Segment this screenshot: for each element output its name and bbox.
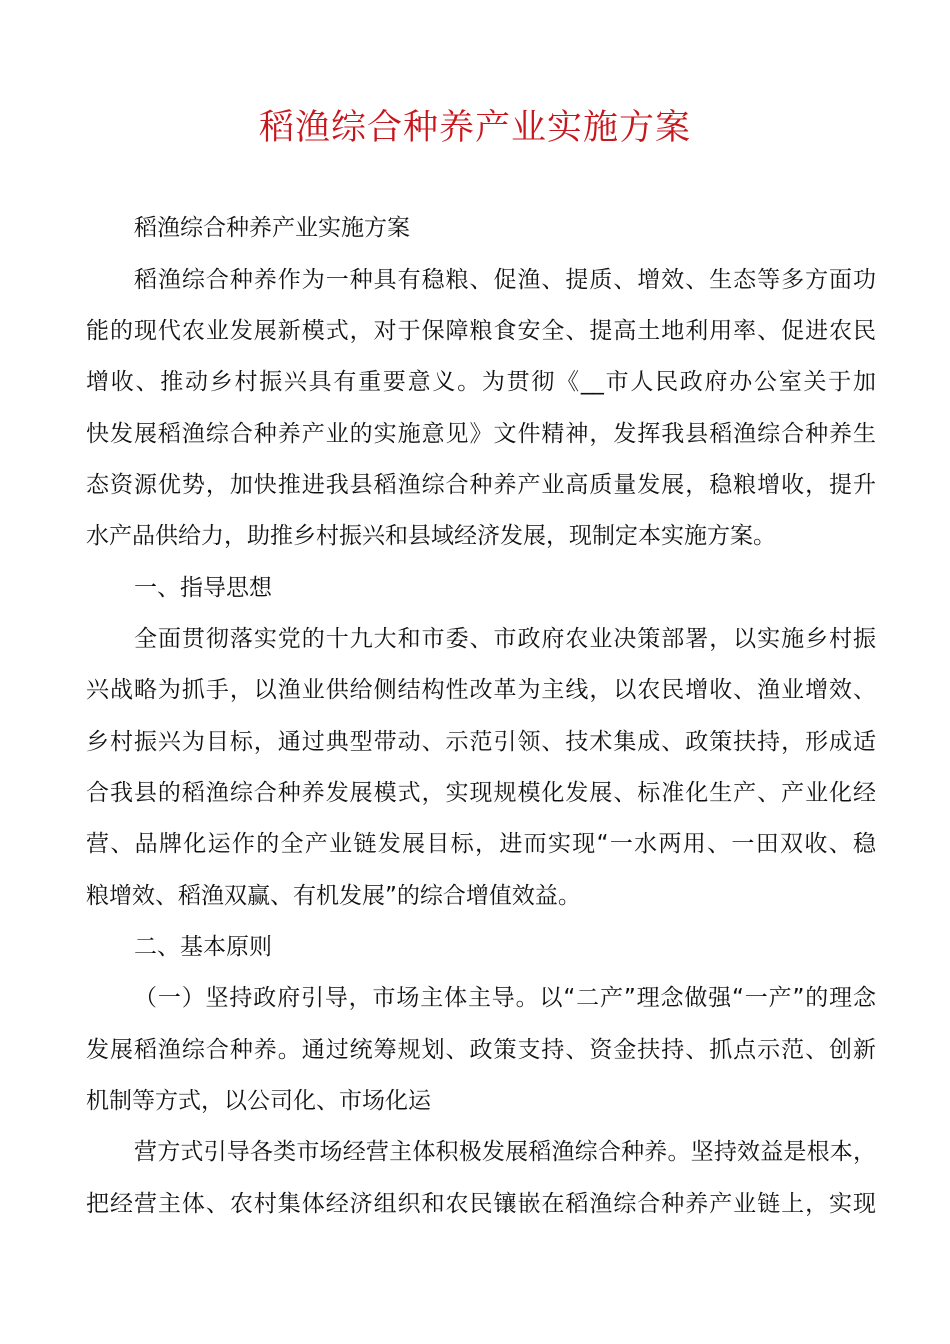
document-title: 稻渔综合种养产业实施方案 bbox=[258, 108, 691, 148]
paragraph-line: 稻渔综合种养作为一种具有稳粮、促渔、提质、增效、生态等多方面功 bbox=[134, 267, 876, 293]
paragraph-line: 态资源优势，加快推进我县稻渔综合种养产业高质量发展，稳粮增收，提升 bbox=[86, 472, 876, 498]
paragraph-line: 全面贯彻落实党的十九大和市委、市政府农业决策部署，以实施乡村振 bbox=[134, 626, 876, 652]
section-heading: 一、指导思想 bbox=[134, 575, 272, 601]
subtitle-line: 稻渔综合种养产业实施方案 bbox=[134, 215, 410, 241]
paragraph-line: 营方式引导各类市场经营主体积极发展稻渔综合种养。坚持效益是根本， bbox=[134, 1139, 876, 1165]
paragraph-line: 增收、推动乡村振兴具有重要意义。为贯彻《__市人民政府办公室关于加 bbox=[86, 369, 876, 395]
paragraph-line: 粮增效、稻渔双赢、有机发展”的综合增值效益。 bbox=[86, 883, 581, 909]
section-heading: 二、基本原则 bbox=[134, 934, 272, 960]
paragraph-line: 水产品供给力，助推乡村振兴和县域经济发展，现制定本实施方案。 bbox=[86, 523, 776, 549]
paragraph-line: 发展稻渔综合种养。通过统筹规划、政策支持、资金扶持、抓点示范、创新 bbox=[86, 1037, 876, 1063]
paragraph-line: 快发展稻渔综合种养产业的实施意见》文件精神，发挥我县稻渔综合种养生 bbox=[86, 421, 876, 447]
paragraph-line: 兴战略为抓手，以渔业供给侧结构性改革为主线，以农民增收、渔业增效、 bbox=[86, 677, 876, 703]
paragraph-line: 合我县的稻渔综合种养发展模式，实现规模化发展、标准化生产、产业化经 bbox=[86, 780, 876, 806]
paragraph-line: 把经营主体、农村集体经济组织和农民镶嵌在稻渔综合种养产业链上，实现 bbox=[86, 1191, 876, 1217]
paragraph-line: 乡村振兴为目标，通过典型带动、示范引领、技术集成、政策扶持，形成适 bbox=[86, 729, 876, 755]
paragraph-line: 营、品牌化运作的全产业链发展目标，进而实现“一水两用、一田双收、稳 bbox=[86, 831, 876, 857]
paragraph-line: 能的现代农业发展新模式，对于保障粮食安全、提高土地利用率、促进农民 bbox=[86, 318, 876, 344]
paragraph-line: 机制等方式，以公司化、市场化运 bbox=[86, 1088, 431, 1114]
paragraph-line: （一）坚持政府引导，市场主体主导。以“二产”理念做强“一产”的理念 bbox=[134, 985, 876, 1011]
